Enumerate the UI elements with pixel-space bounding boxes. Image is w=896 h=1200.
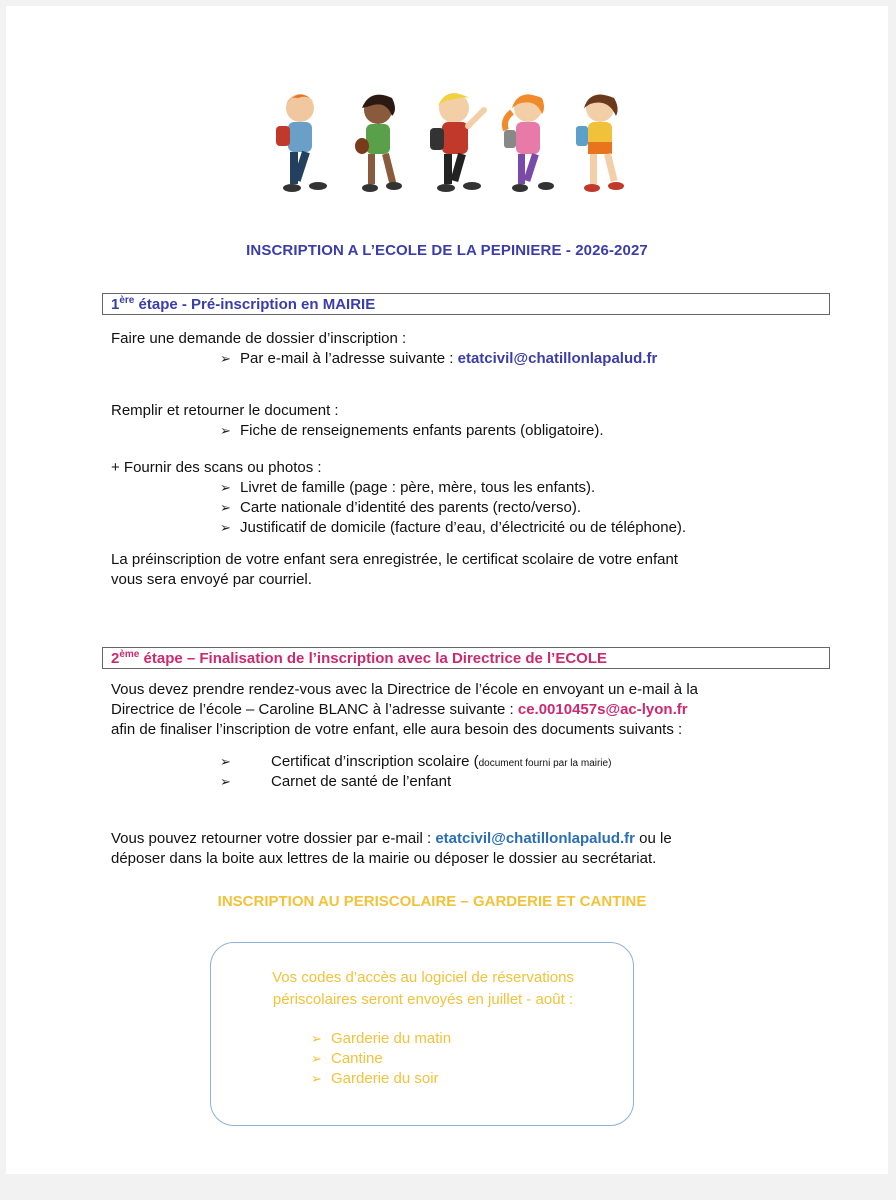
step1-bullet-livret-text: Livret de famille (page : père, mère, tous les enfants). [240, 479, 596, 496]
mairie-email-link[interactable]: etatcivil@chatillonlapalud.fr [457, 350, 658, 367]
step1-bullet-justificatif [220, 518, 686, 538]
step1-bullet-livret [220, 478, 595, 498]
periscolaire-item-label: Garderie du soir [331, 1070, 439, 1087]
arrow-bullet-icon: ➢ [220, 423, 231, 438]
arrow-bullet-icon: ➢ [311, 1031, 322, 1046]
arrow-bullet-icon: ➢ [311, 1051, 322, 1066]
step2-return-line2: déposer dans la boite aux lettres de la mairie ou déposer le dossier au secrétariat. [111, 850, 657, 867]
periscolaire-line1: Vos codes d’accès au logiciel de réservations [272, 969, 574, 986]
step1-bullet-email [220, 349, 657, 369]
arrow-bullet-icon: ➢ [220, 774, 231, 789]
step2-bullet-certificat-note: document fourni par la mairie) [478, 758, 612, 769]
page-title: INSCRIPTION A L’ECOLE DE LA PEPINIERE - 2026-2027 [246, 242, 648, 259]
arrow-bullet-icon: ➢ [311, 1071, 322, 1086]
arrow-bullet-icon: ➢ [220, 754, 231, 769]
step1-paragraph-return: Remplir et retourner le document : [111, 402, 339, 419]
children-walking-icon [268, 86, 638, 206]
step2-return-line1 [111, 829, 672, 849]
step1-bullet-carte [220, 498, 581, 518]
step2-label: étape – Finalisation de l’inscription avec la Directrice de l’ECOLE [139, 650, 608, 667]
step2-paragraph-line1: Vous devez prendre rendez-vous avec la Directrice de l’école en envoyant un e-mail à la [111, 681, 698, 698]
step1-conclusion-line1: La préinscription de votre enfant sera enregistrée, le certificat scolaire de votre enfant [111, 551, 678, 568]
mairie-return-email-link[interactable]: etatcivil@chatillonlapalud.fr [435, 830, 635, 847]
step1-paragraph-request: Faire une demande de dossier d’inscription : [111, 330, 407, 347]
step1-bullet-carte-text: Carte nationale d’identité des parents (recto/verso). [240, 499, 582, 516]
periscolaire-item-garderie-soir [311, 1069, 439, 1089]
step2-bullet-certificat [220, 752, 611, 774]
step1-label: étape - Pré-inscription en MAIRIE [134, 296, 376, 313]
step1-heading [102, 293, 830, 315]
arrow-bullet-icon: ➢ [220, 500, 231, 515]
periscolaire-info-box [210, 942, 634, 1126]
step2-bullet-carnet-text: Carnet de santé de l’enfant [271, 773, 452, 790]
periscolaire-line2: périscolaires seront envoyés en juillet - août : [272, 991, 574, 1008]
step2-paragraph-line3: afin de finaliser l’inscription de votre enfant, elle aura besoin des documents suivants : [111, 721, 683, 738]
document-page [6, 6, 888, 1174]
step1-paragraph-scans: + Fournir des scans ou photos : [111, 459, 322, 476]
periscolaire-item-label: Cantine [331, 1050, 383, 1067]
step2-heading [102, 647, 830, 669]
step1-bullet-fiche [220, 421, 604, 441]
step2-paragraph-line2 [111, 700, 688, 720]
step1-conclusion-line2: vous sera envoyé par courriel. [111, 571, 312, 588]
step1-bullet-justificatif-text: Justificatif de domicile (facture d’eau, d’électricité ou de téléphone). [240, 519, 687, 536]
step1-bullet-fiche-text: Fiche de renseignements enfants parents (obligatoire). [240, 422, 604, 439]
step2-bullet-certificat-text: Certificat d’inscription scolaire ( [271, 753, 479, 770]
arrow-bullet-icon: ➢ [220, 480, 231, 495]
periscolaire-item-cantine [311, 1049, 383, 1069]
periscolaire-item-garderie-matin [311, 1029, 451, 1049]
step2-superscript: ème [119, 649, 140, 660]
arrow-bullet-icon: ➢ [220, 351, 231, 366]
directrice-email-link[interactable]: ce.0010457s@ac-lyon.fr [517, 701, 688, 718]
step2-bullet-carnet [220, 772, 451, 792]
arrow-bullet-icon: ➢ [220, 520, 231, 535]
step1-superscript: ère [119, 295, 135, 306]
step1-bullet-email-text: Par e-mail à l’adresse suivante : [240, 350, 458, 367]
step2-paragraph-line2-text: Directrice de l’école – Caroline BLANC à l’adresse suivante : [111, 701, 518, 718]
step2-number: 2 [111, 650, 120, 667]
periscolaire-title: INSCRIPTION AU PERISCOLAIRE – GARDERIE ET CANTINE [217, 893, 647, 910]
step1-number: 1 [111, 296, 120, 313]
step2-return-line1-end: ou le [635, 830, 672, 847]
periscolaire-item-label: Garderie du matin [331, 1030, 452, 1047]
step2-return-line1-text: Vous pouvez retourner votre dossier par e-mail : [111, 830, 436, 847]
